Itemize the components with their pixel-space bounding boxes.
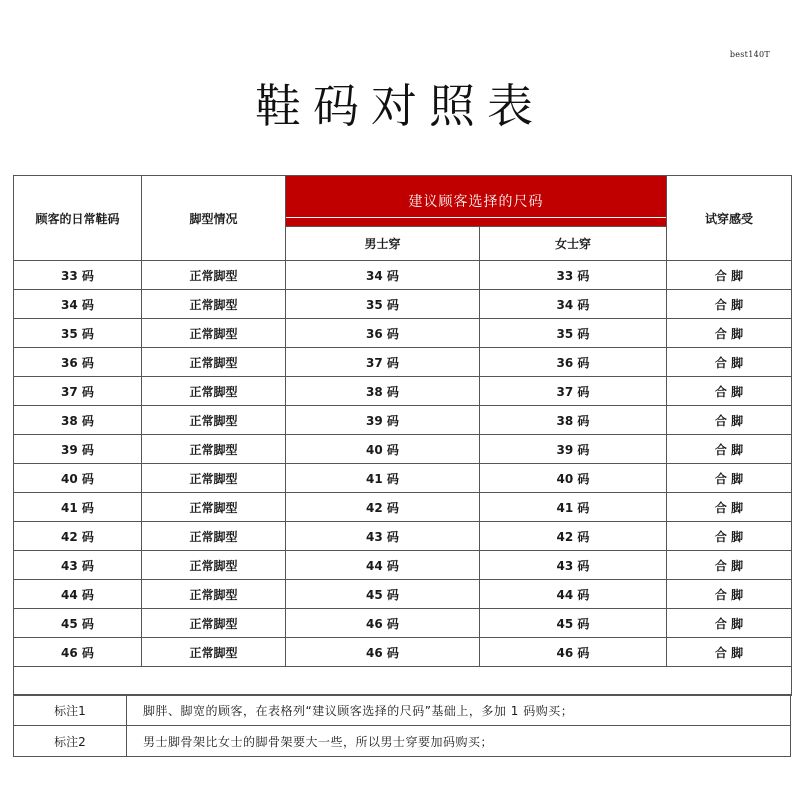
note-label: 标注1 — [14, 695, 127, 726]
table-row — [14, 406, 792, 435]
cell-foot-type: 正常脚型 — [142, 377, 286, 406]
cell-daily-size: 43 码 — [14, 551, 142, 580]
cell-fit-feel: 合 脚 — [667, 290, 792, 319]
cell-women-size: 37 码 — [480, 377, 667, 406]
table-row — [14, 319, 792, 348]
cell-fit-feel: 合 脚 — [667, 435, 792, 464]
cell-men-size: 37 码 — [286, 348, 480, 377]
header-women: 女士穿 — [480, 227, 667, 261]
cell-men-size: 44 码 — [286, 551, 480, 580]
table-row — [14, 522, 792, 551]
cell-daily-size: 38 码 — [14, 406, 142, 435]
cell-fit-feel: 合 脚 — [667, 493, 792, 522]
cell-foot-type: 正常脚型 — [142, 522, 286, 551]
cell-women-size: 42 码 — [480, 522, 667, 551]
cell-women-size: 38 码 — [480, 406, 667, 435]
cell-men-size: 41 码 — [286, 464, 480, 493]
cell-women-size: 35 码 — [480, 319, 667, 348]
cell-men-size: 35 码 — [286, 290, 480, 319]
cell-fit-feel: 合 脚 — [667, 406, 792, 435]
cell-men-size: 42 码 — [286, 493, 480, 522]
cell-men-size: 40 码 — [286, 435, 480, 464]
cell-daily-size: 46 码 — [14, 638, 142, 667]
note-row — [14, 695, 791, 726]
cell-women-size: 43 码 — [480, 551, 667, 580]
cell-fit-feel: 合 脚 — [667, 638, 792, 667]
cell-daily-size: 34 码 — [14, 290, 142, 319]
table-row — [14, 551, 792, 580]
spacer-row — [14, 667, 792, 696]
header-suggested-size — [286, 176, 667, 227]
page-title: 鞋码对照表 — [255, 79, 545, 133]
cell-women-size: 44 码 — [480, 580, 667, 609]
note-row — [14, 726, 791, 757]
cell-foot-type: 正常脚型 — [142, 638, 286, 667]
cell-men-size: 46 码 — [286, 609, 480, 638]
cell-women-size: 46 码 — [480, 638, 667, 667]
notes-table — [13, 694, 791, 757]
cell-daily-size: 36 码 — [14, 348, 142, 377]
header-fit-feel: 试穿感受 — [667, 176, 792, 261]
cell-fit-feel: 合 脚 — [667, 261, 792, 290]
table-row — [14, 435, 792, 464]
cell-fit-feel: 合 脚 — [667, 551, 792, 580]
header-suggested-label: 建议顾客选择的尺码 — [408, 194, 544, 210]
cell-fit-feel: 合 脚 — [667, 580, 792, 609]
watermark: best140T — [729, 50, 770, 59]
cell-foot-type: 正常脚型 — [142, 319, 286, 348]
cell-women-size: 41 码 — [480, 493, 667, 522]
cell-foot-type: 正常脚型 — [142, 435, 286, 464]
cell-daily-size: 37 码 — [14, 377, 142, 406]
cell-foot-type: 正常脚型 — [142, 290, 286, 319]
cell-daily-size: 35 码 — [14, 319, 142, 348]
cell-daily-size: 42 码 — [14, 522, 142, 551]
notes-body — [14, 695, 791, 757]
cell-men-size: 39 码 — [286, 406, 480, 435]
cell-fit-feel: 合 脚 — [667, 377, 792, 406]
cell-men-size: 34 码 — [286, 261, 480, 290]
size-chart-table — [13, 175, 792, 696]
cell-fit-feel: 合 脚 — [667, 609, 792, 638]
spacer-cell — [14, 667, 792, 696]
table-row — [14, 609, 792, 638]
cell-foot-type: 正常脚型 — [142, 580, 286, 609]
table-row — [14, 290, 792, 319]
cell-foot-type: 正常脚型 — [142, 261, 286, 290]
cell-foot-type: 正常脚型 — [142, 464, 286, 493]
header-foot-type: 脚型情况 — [142, 176, 286, 261]
table-body — [14, 261, 792, 667]
cell-daily-size: 39 码 — [14, 435, 142, 464]
table-row — [14, 261, 792, 290]
cell-men-size: 46 码 — [286, 638, 480, 667]
table-row — [14, 638, 792, 667]
cell-foot-type: 正常脚型 — [142, 609, 286, 638]
cell-foot-type: 正常脚型 — [142, 348, 286, 377]
cell-men-size: 43 码 — [286, 522, 480, 551]
table-row — [14, 377, 792, 406]
cell-women-size: 40 码 — [480, 464, 667, 493]
table-row — [14, 493, 792, 522]
cell-foot-type: 正常脚型 — [142, 551, 286, 580]
header-men: 男士穿 — [286, 227, 480, 261]
cell-daily-size: 33 码 — [14, 261, 142, 290]
cell-daily-size: 45 码 — [14, 609, 142, 638]
cell-men-size: 38 码 — [286, 377, 480, 406]
cell-men-size: 36 码 — [286, 319, 480, 348]
header-daily-size: 顾客的日常鞋码 — [14, 176, 142, 261]
note-text: 男士脚骨架比女士的脚骨架要大一些，所以男士穿要加码购买； — [127, 726, 791, 757]
cell-women-size: 36 码 — [480, 348, 667, 377]
note-text: 脚胖、脚宽的顾客，在表格列“建议顾客选择的尺码”基础上，多加 1 码购买； — [127, 695, 791, 726]
table-row — [14, 348, 792, 377]
cell-fit-feel: 合 脚 — [667, 348, 792, 377]
cell-men-size: 45 码 — [286, 580, 480, 609]
cell-fit-feel: 合 脚 — [667, 522, 792, 551]
cell-women-size: 39 码 — [480, 435, 667, 464]
cell-foot-type: 正常脚型 — [142, 493, 286, 522]
note-label: 标注2 — [14, 726, 127, 757]
cell-women-size: 34 码 — [480, 290, 667, 319]
cell-foot-type: 正常脚型 — [142, 406, 286, 435]
cell-women-size: 45 码 — [480, 609, 667, 638]
table-row — [14, 580, 792, 609]
cell-daily-size: 44 码 — [14, 580, 142, 609]
cell-fit-feel: 合 脚 — [667, 319, 792, 348]
cell-fit-feel: 合 脚 — [667, 464, 792, 493]
cell-daily-size: 41 码 — [14, 493, 142, 522]
cell-daily-size: 40 码 — [14, 464, 142, 493]
cell-women-size: 33 码 — [480, 261, 667, 290]
table-row — [14, 464, 792, 493]
